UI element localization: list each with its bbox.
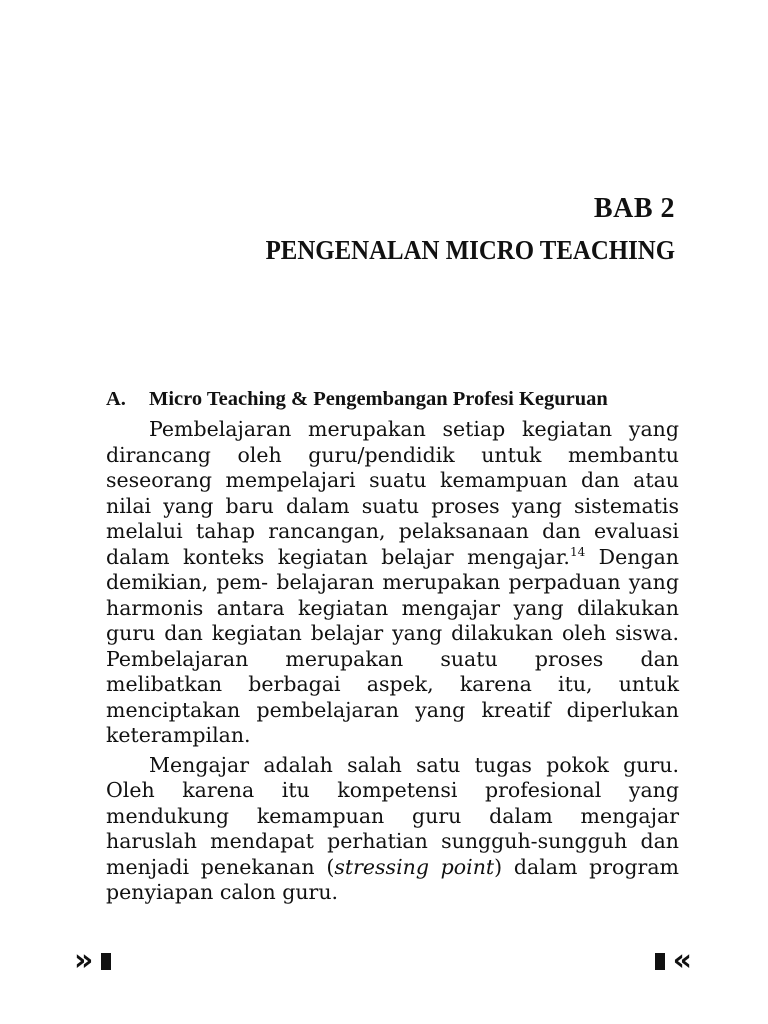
footer-right-ornament (655, 943, 692, 978)
body-text (106, 417, 679, 910)
stressing-point-emphasis: stressing point (334, 854, 495, 879)
square-marker-icon (101, 953, 111, 970)
paragraph-1-continuation: Dengan demikian, pem- belajaran merupakan perpaduan yang harmonis antara kegiatan mengajar yang dilakukan guru dan kegiatan belajar yang dilakukan oleh siswa. Pembelajaran merupakan suatu proses dan melibatkan berbagai aspek, karena itu, untuk menciptakan pembelajaran yang kreatif diperlukan keterampilan. (106, 544, 679, 747)
chapter-title: PENGENALAN MICRO TEACHING (265, 235, 675, 265)
square-marker-icon (655, 953, 665, 970)
left-guillemet-icon: « (672, 943, 692, 978)
paragraph-1 (106, 417, 679, 749)
chapter-number: BAB 2 (593, 193, 675, 224)
paragraph-2-continuation: ) dalam program penyiapan calon guru. (106, 854, 679, 904)
paragraph-1-text: Pembelajaran merupakan setiap kegiatan yang dirancang oleh guru/pendidik untuk membantu seseorang mempelajari suatu kemampuan dan atau nilai yang baru dalam suatu proses yang sistematis melalui tahap rancangan, pelaksanaan dan evaluasi dalam konteks kegiatan belajar mengajar. (106, 417, 679, 569)
right-guillemet-icon: » (74, 943, 94, 978)
paragraph-2-text: Mengajar adalah salah satu tugas pokok guru. Oleh karena itu kompetensi profesional yang mendukung kemampuan guru dalam mengajar haruslah mendapat perhatian sungguh-sungguh dan menjadi penekanan ( (106, 752, 679, 879)
paragraph-2 (106, 753, 679, 906)
footer-left-ornament (74, 943, 111, 978)
section-letter: A. (106, 388, 126, 410)
section-heading (106, 385, 706, 413)
footnote-reference: 14 (569, 544, 586, 559)
section-title: Micro Teaching & Pengembangan Profesi Keguruan (149, 388, 608, 410)
